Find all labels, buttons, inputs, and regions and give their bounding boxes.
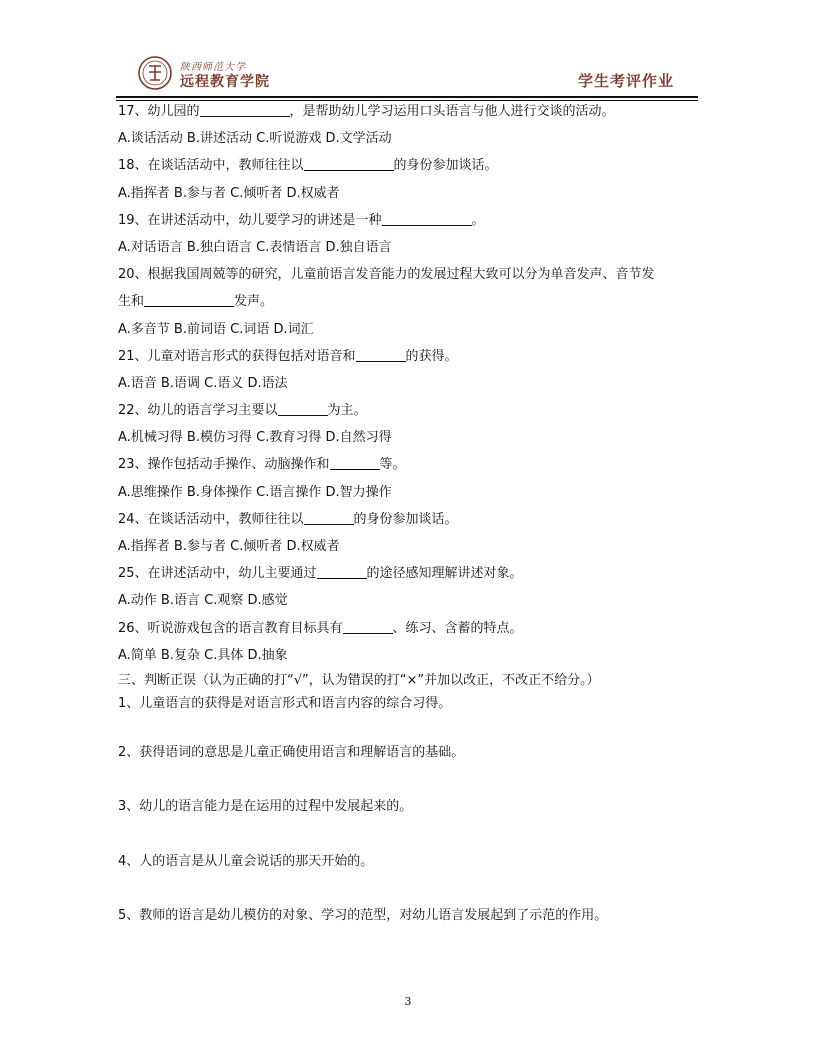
options-line: A.指挥者 B.参与者 C.倾听者 D.权威者 <box>118 185 340 201</box>
question-line: 生和 发声。 <box>118 294 274 310</box>
page-header <box>116 56 698 94</box>
judgment-item: 3、幼儿的语言能力是在运用的过程中发展起来的。 <box>118 799 413 814</box>
question-line: 26、听说游戏包含的语言教育目标具有 、练习、含蓄的特点。 <box>118 620 523 636</box>
judgment-item: 5、教师的语言是幼儿模仿的对象、学习的范型，对幼儿语言发展起到了示范的作用。 <box>118 908 608 923</box>
section-heading: 三、判断正误（认为正确的打“√”，认为错误的打“×”并加以改正，不改正不给分。） <box>118 672 600 688</box>
question-line: 22、幼儿的语言学习主要以 为主。 <box>118 403 367 419</box>
question-line: 25、在讲述活动中，幼儿主要通过 的途径感知理解讲述对象。 <box>118 566 523 582</box>
options-line: A.多音节 B.前词语 C.词语 D.词汇 <box>118 321 314 337</box>
options-line: A.动作 B.语言 C.观察 D.感觉 <box>118 593 288 609</box>
answer-blank <box>317 565 367 579</box>
school-name-top: 陕西师范大学 <box>180 62 246 73</box>
answer-blank <box>382 212 472 226</box>
answer-blank <box>304 157 394 171</box>
options-line: A.语音 B.语调 C.语义 D.语法 <box>118 375 288 391</box>
header-title: 学生考评作业 <box>577 72 674 90</box>
answer-blank <box>278 402 328 416</box>
question-line: 17、幼儿园的 ，是帮助幼儿学习运用口头语言与他人进行交谈的活动。 <box>118 104 615 119</box>
answer-blank <box>356 348 406 362</box>
judgment-item: 1、儿童语言的获得是对语言形式和语言内容的综合习得。 <box>118 695 452 711</box>
page-number: 3 <box>404 995 412 1008</box>
question-line: 21、儿童对语言形式的获得包括对语音和 的获得。 <box>118 348 458 364</box>
judgment-item: 2、获得语词的意思是儿童正确使用语言和理解语言的基础。 <box>118 745 465 760</box>
answer-blank <box>144 293 234 307</box>
answer-blank <box>330 456 380 470</box>
options-line: A.对话语言 B.独白语言 C.表情语言 D.独自语言 <box>118 239 392 255</box>
question-line: 23、操作包括动手操作、动脑操作和 等。 <box>118 457 406 473</box>
options-line: A.思维操作 B.身体操作 C.语言操作 D.智力操作 <box>118 484 392 500</box>
question-line: 18、在谈话活动中，教师往往以 的身份参加谈话。 <box>118 158 498 174</box>
question-content <box>118 98 698 715</box>
options-line: A.谈话活动 B.讲述活动 C.听说游戏 D.文学活动 <box>118 131 392 147</box>
answer-blank <box>200 103 290 117</box>
judgment-item: 4、人的语言是从儿童会说话的那天开始的。 <box>118 854 374 869</box>
options-line: A.指挥者 B.参与者 C.倾听者 D.权威者 <box>118 539 340 554</box>
options-line: A.机械习得 B.模仿习得 C.教育习得 D.自然习得 <box>118 430 392 446</box>
university-seal-icon <box>138 56 172 90</box>
question-line: 20、根据我国周兢等的研究，儿童前语言发音能力的发展过程大致可以分为单音发声、音节发 <box>118 267 655 283</box>
answer-blank <box>304 511 354 525</box>
school-name-main: 远程教育学院 <box>180 74 270 90</box>
question-line: 19、在讲述活动中，幼儿要学习的讲述是一种 。 <box>118 212 485 228</box>
options-line: A.简单 B.复杂 C.具体 D.抽象 <box>118 647 288 663</box>
question-line: 24、在谈话活动中，教师往往以 的身份参加谈话。 <box>118 511 458 527</box>
answer-blank <box>343 620 393 634</box>
